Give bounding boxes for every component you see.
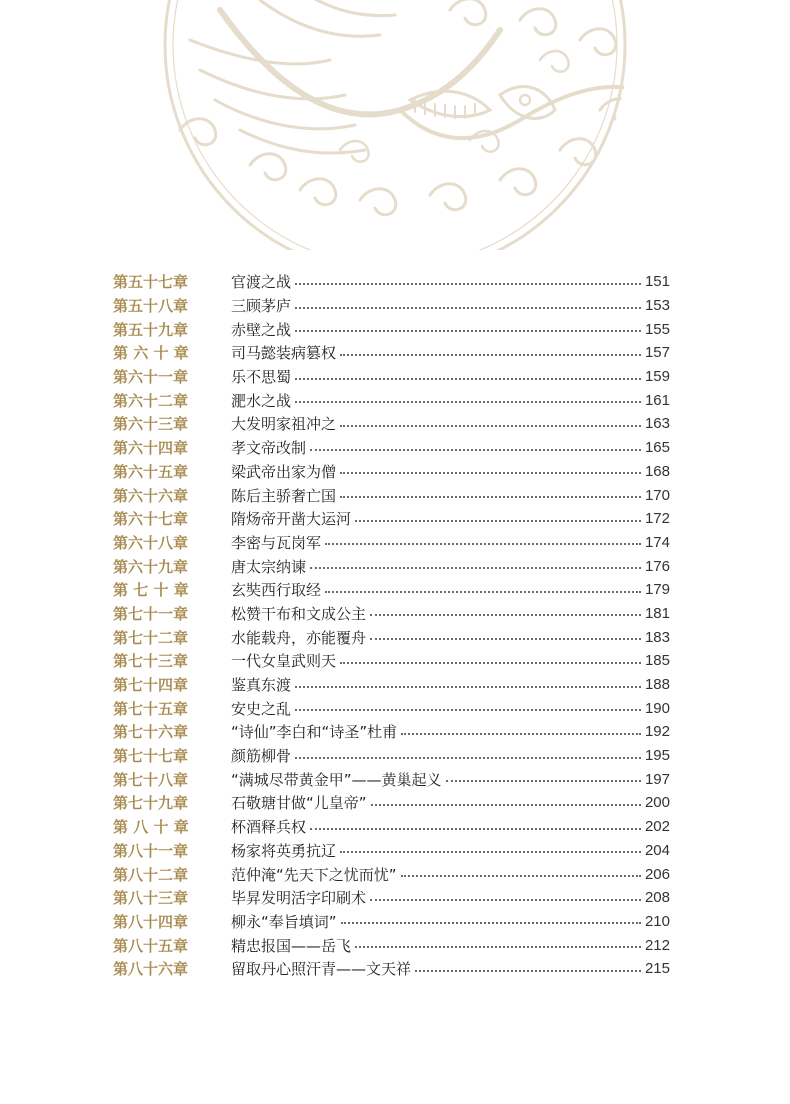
chapter-title: “满城尽带黄金甲”——黄巢起义 [231, 770, 442, 789]
chapter-title: 玄奘西行取经 [231, 581, 322, 600]
toc-entry[interactable] [113, 625, 670, 649]
dot-leader [355, 520, 641, 522]
dot-leader [340, 662, 641, 664]
toc-entry[interactable] [113, 436, 670, 460]
page-number: 176 [644, 557, 670, 575]
dot-leader [325, 591, 641, 593]
toc-entry[interactable] [113, 886, 670, 910]
chapter-title: 石敬瑭甘做“儿皇帝” [231, 794, 367, 813]
page-number: 168 [644, 462, 670, 480]
page-number: 153 [644, 297, 670, 315]
toc-entry[interactable] [113, 791, 670, 815]
chapter-title: 颜筋柳骨 [231, 747, 292, 766]
chapter-number: 第 八 十 章 [113, 818, 189, 837]
chapter-number: 第七十八章 [113, 770, 189, 789]
toc-entry[interactable] [113, 839, 670, 863]
page-number: 183 [644, 628, 670, 646]
dot-leader [371, 804, 641, 806]
page-number: 210 [644, 912, 670, 930]
page-number: 188 [644, 676, 670, 694]
page-number: 212 [644, 936, 670, 954]
toc-entry[interactable] [113, 696, 670, 720]
dot-leader [325, 543, 641, 545]
toc-entry[interactable] [113, 815, 670, 839]
chapter-number: 第六十七章 [113, 510, 189, 529]
toc-entry[interactable] [113, 649, 670, 673]
chapter-number: 第六十二章 [113, 391, 189, 410]
page-number: 185 [644, 652, 670, 670]
dot-leader [295, 378, 641, 380]
toc-entry[interactable] [113, 933, 670, 957]
toc-entry[interactable] [113, 294, 670, 318]
chapter-number: 第八十二章 [113, 865, 189, 884]
dot-leader [295, 686, 641, 688]
toc-entry[interactable] [113, 767, 670, 791]
dot-leader [340, 496, 641, 498]
chapter-number: 第七十七章 [113, 747, 189, 766]
page-number: 155 [644, 320, 670, 338]
chapter-title: 李密与瓦岗军 [231, 533, 322, 552]
page-number: 165 [644, 439, 670, 457]
chapter-number: 第七十五章 [113, 699, 189, 718]
chapter-number: 第八十三章 [113, 889, 189, 908]
chapter-number: 第六十五章 [113, 462, 189, 481]
toc-entry[interactable] [113, 365, 670, 389]
chapter-title: 乐不思蜀 [231, 368, 292, 387]
dot-leader [310, 567, 641, 569]
page-number: 215 [644, 960, 670, 978]
chapter-number: 第六十六章 [113, 486, 189, 505]
dot-leader [446, 780, 641, 782]
chapter-number: 第六十八章 [113, 533, 189, 552]
toc-entry[interactable] [113, 270, 670, 294]
dot-leader [295, 757, 641, 759]
page-number: 195 [644, 747, 670, 765]
page-number: 159 [644, 368, 670, 386]
dot-leader [370, 899, 641, 901]
chapter-title: 隋炀帝开凿大运河 [231, 510, 352, 529]
page-number: 170 [644, 486, 670, 504]
dot-leader [295, 709, 641, 711]
dot-leader [340, 425, 641, 427]
page-number: 161 [644, 391, 670, 409]
page-number: 190 [644, 699, 670, 717]
page-number: 197 [644, 770, 670, 788]
page-number: 179 [644, 581, 670, 599]
dot-leader [370, 638, 641, 640]
chapter-number: 第 七 十 章 [113, 581, 189, 600]
dot-leader [401, 875, 641, 877]
page-number: 204 [644, 841, 670, 859]
toc-entry[interactable] [113, 578, 670, 602]
toc-entry[interactable] [113, 554, 670, 578]
chapter-title: 梁武帝出家为僧 [231, 462, 337, 481]
toc-entry[interactable] [113, 412, 670, 436]
page-number: 163 [644, 415, 670, 433]
dot-leader [295, 307, 641, 309]
table-of-contents [113, 270, 670, 981]
dot-leader [310, 449, 641, 451]
page-number: 172 [644, 510, 670, 528]
chapter-title: 留取丹心照汗青——文天祥 [231, 960, 412, 979]
chapter-number: 第七十九章 [113, 794, 189, 813]
chapter-title: 鉴真东渡 [231, 676, 292, 695]
dot-leader [340, 472, 641, 474]
toc-entry[interactable] [113, 602, 670, 626]
page-number: 174 [644, 533, 670, 551]
chapter-number: 第七十三章 [113, 652, 189, 671]
chapter-title: 陈后主骄奢亡国 [231, 486, 337, 505]
dot-leader [401, 733, 641, 735]
phoenix-medallion-icon [0, 0, 790, 250]
chapter-number: 第八十四章 [113, 912, 189, 931]
chapter-title: 柳永“奉旨填词” [231, 912, 337, 931]
chapter-title: “诗仙”李白和“诗圣”杜甫 [231, 723, 398, 742]
chapter-title: 精忠报国——岳飞 [231, 936, 352, 955]
chapter-title: 孝文帝改制 [231, 439, 307, 458]
chapter-title: 杯酒释兵权 [231, 818, 307, 837]
dot-leader [341, 922, 641, 924]
chapter-title: 杨家将英勇抗辽 [231, 841, 337, 860]
chapter-number: 第 六 十 章 [113, 344, 189, 363]
chapter-title: 唐太宗纳谏 [231, 557, 307, 576]
toc-entry[interactable] [113, 910, 670, 934]
toc-entry[interactable] [113, 507, 670, 531]
toc-entry[interactable] [113, 673, 670, 697]
page-number: 151 [644, 273, 670, 291]
dot-leader [370, 614, 641, 616]
chapter-number: 第八十一章 [113, 841, 189, 860]
toc-entry[interactable] [113, 388, 670, 412]
page-number: 200 [644, 794, 670, 812]
dot-leader [355, 946, 641, 948]
chapter-number: 第六十四章 [113, 439, 189, 458]
page-number: 208 [644, 889, 670, 907]
chapter-number: 第七十六章 [113, 723, 189, 742]
dot-leader [340, 354, 641, 356]
chapter-title: 大发明家祖冲之 [231, 415, 337, 434]
chapter-number: 第五十七章 [113, 273, 189, 292]
chapter-number: 第六十九章 [113, 557, 189, 576]
dot-leader [415, 970, 641, 972]
chapter-number: 第七十一章 [113, 604, 189, 623]
chapter-title: 毕昇发明活字印刷术 [231, 889, 367, 908]
chapter-number: 第八十六章 [113, 960, 189, 979]
chapter-number: 第六十三章 [113, 415, 189, 434]
chapter-title: 司马懿装病篡权 [231, 344, 337, 363]
chapter-number: 第七十二章 [113, 628, 189, 647]
dot-leader [310, 828, 641, 830]
dot-leader [295, 283, 641, 285]
toc-entry[interactable] [113, 744, 670, 768]
toc-entry[interactable] [113, 483, 670, 507]
dot-leader [295, 330, 641, 332]
dot-leader [340, 851, 641, 853]
chapter-title: 赤壁之战 [231, 320, 292, 339]
page-number: 181 [644, 604, 670, 622]
chapter-number: 第五十八章 [113, 297, 189, 316]
chapter-number: 第八十五章 [113, 936, 189, 955]
chapter-title: 范仲淹“先天下之忧而忧” [231, 865, 397, 884]
chapter-number: 第六十一章 [113, 368, 189, 387]
page-number: 157 [644, 344, 670, 362]
toc-entry[interactable] [113, 957, 670, 981]
chapter-number: 第七十四章 [113, 676, 189, 695]
chapter-title: 安史之乱 [231, 699, 292, 718]
chapter-title: 松赞干布和文成公主 [231, 604, 367, 623]
page-number: 202 [644, 818, 670, 836]
chapter-title: 三顾茅庐 [231, 297, 292, 316]
chapter-title: 一代女皇武则天 [231, 652, 337, 671]
chapter-title: 官渡之战 [231, 273, 292, 292]
toc-entry[interactable] [113, 531, 670, 555]
toc-entry[interactable] [113, 341, 670, 365]
dot-leader [295, 401, 641, 403]
toc-entry[interactable] [113, 720, 670, 744]
page-number: 206 [644, 865, 670, 883]
toc-entry[interactable] [113, 317, 670, 341]
toc-entry[interactable] [113, 460, 670, 484]
chapter-title: 水能载舟，亦能覆舟 [231, 628, 367, 647]
toc-entry[interactable] [113, 862, 670, 886]
chapter-title: 淝水之战 [231, 391, 292, 410]
page-number: 192 [644, 723, 670, 741]
chapter-number: 第五十九章 [113, 320, 189, 339]
